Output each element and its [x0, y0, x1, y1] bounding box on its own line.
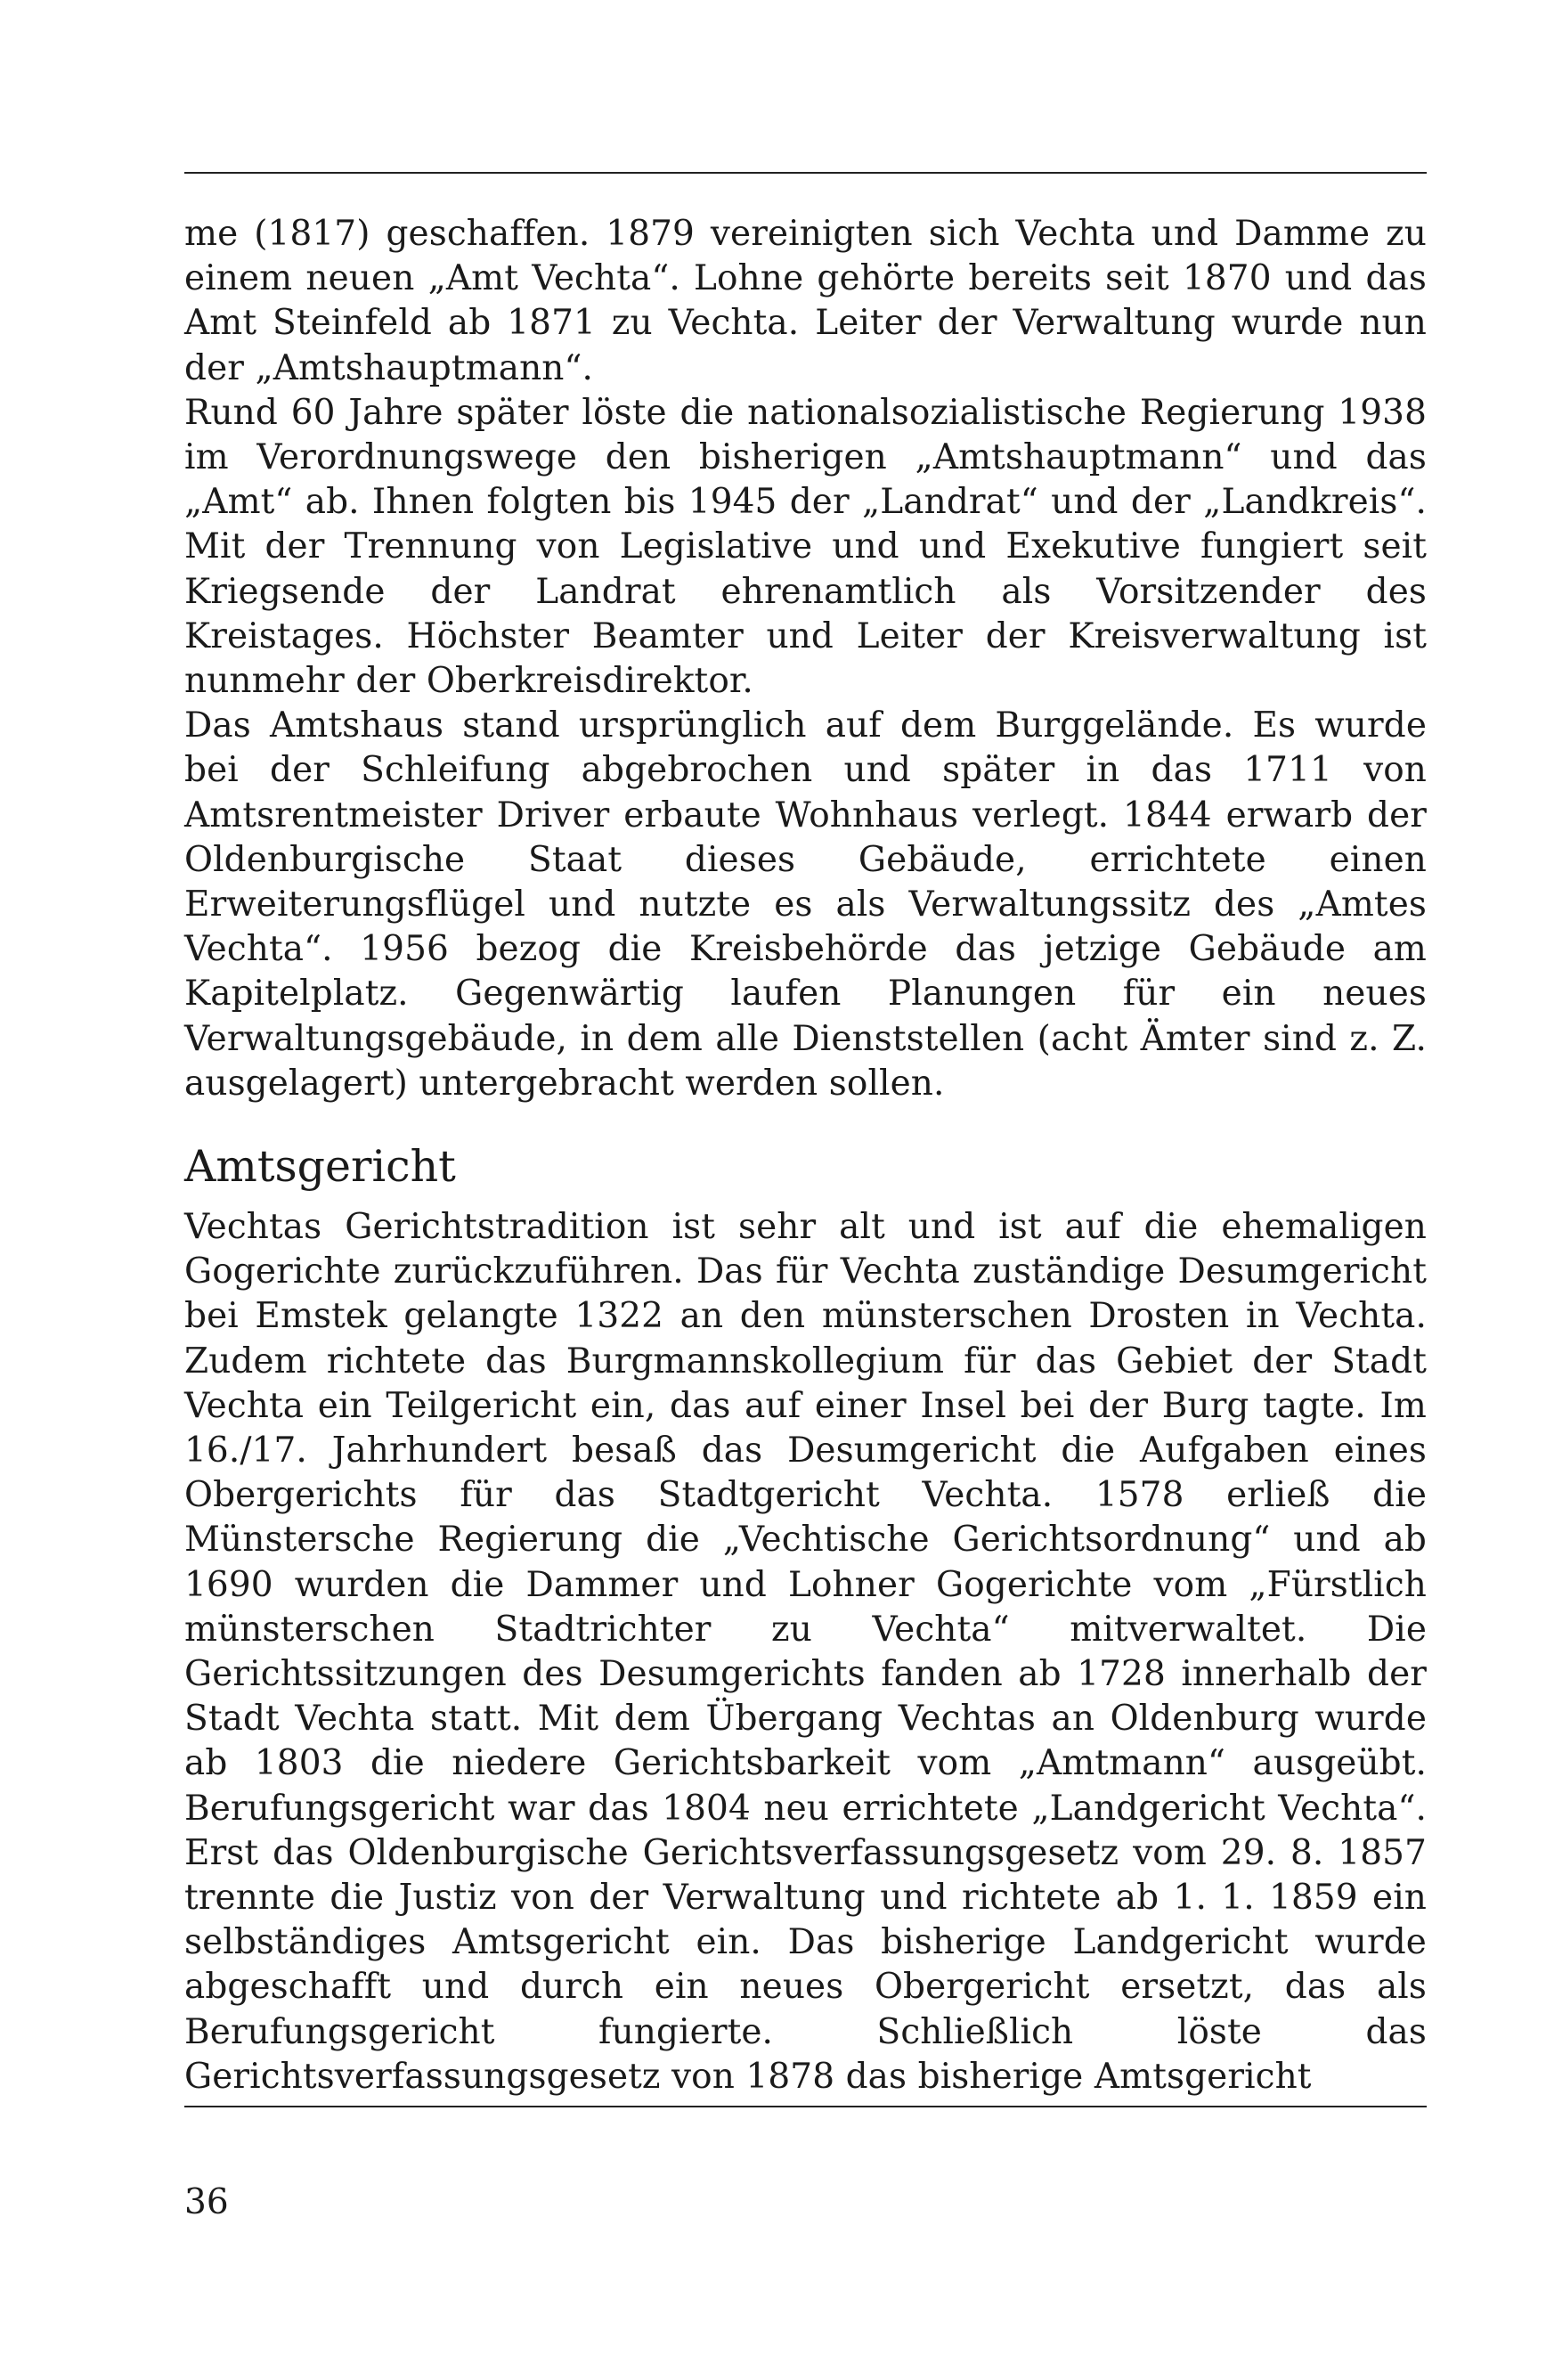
paragraph: Das Amtshaus stand ursprünglich auf dem Burggelände. Es wurde bei der Schleifung abgebrochen und später in das 1711 von Amtsrentmeister Driver erbaute Wohnhaus verlegt. 1844 erwarb der Oldenburgische Staat dieses Gebäude, errichtete einen Erweiterungsflügel und nutzte es als Verwaltungssitz des „Amtes Vechta“. 1956 bezog die Kreisbehörde das jetzige Gebäude am Kapitelplatz. Gegenwärtig laufen Planungen für ein neues Verwaltungsgebäude, in dem alle Dienststellen (acht Ämter sind z. Z. ausgelagert) untergebracht werden sollen.	[184, 705, 1427, 1104]
body-text-lower	[184, 1205, 1427, 2099]
bottom-rule	[184, 2106, 1427, 2107]
top-rule	[184, 172, 1427, 174]
paragraph: Vechtas Gerichtstradition ist sehr alt und ist auf die ehemaligen Gogerichte zurückzuführen. Das für Vechta zuständige Desumgericht bei Emstek gelangte 1322 an den münsterschen Drosten in Vechta. Zudem richtete das Burgmannskollegium für das Gebiet der Stadt Vechta ein Teilgericht ein, das auf einer Insel bei der Burg tagte. Im 16./17. Jahrhundert besaß das Desumgericht die Aufgaben eines Obergerichts für das Stadtgericht Vechta. 1578 erließ die Münstersche Regierung die „Vechtische Gerichtsordnung“ und ab 1690 wurden die Dammer und Lohner Gogerichte vom „Fürstlich münsterschen Stadtrichter zu Vechta“ mitverwaltet. Die Gerichtssitzungen des Desumgerichts fanden ab 1728 innerhalb der Stadt Vechta statt. Mit dem Übergang Vechtas an Oldenburg wurde ab 1803 die niedere Gerichtsbarkeit vom „Amtmann“ ausgeübt. Berufungsgericht war das 1804 neu errichtete „Landgericht Vechta“. Erst das Oldenburgische Gerichtsverfassungsgesetz vom 29. 8. 1857 trennte die Justiz von der Verwaltung und richtete ab 1. 1. 1859 ein selbständiges Amtsgericht ein. Das bisherige Landgericht wurde abgeschafft und durch ein neues Obergericht ersetzt, das als Berufungsgericht fungierte. Schließlich löste das Gerichtsverfassungsgesetz von 1878 das bisherige Amtsgericht	[184, 1207, 1427, 2097]
paragraph: me (1817) geschaffen. 1879 vereinigten sich Vechta und Damme zu einem neuen „Amt Vechta“. Lohne gehörte bereits seit 1870 und das Amt Steinfeld ab 1871 zu Vechta. Leiter der Verwaltung wurde nun der „Amtshauptmann“.	[184, 214, 1427, 388]
paragraph: Rund 60 Jahre später löste die nationalsozialistische Regierung 1938 im Verordnungswege den bisherigen „Amtshauptmann“ und das „Amt“ ab. Ihnen folgten bis 1945 der „Landrat“ und der „Landkreis“. Mit der Trennung von Legislative und und Exekutive fungiert seit Kriegsende der Landrat ehrenamtlich als Vorsitzender des Kreistages. Höchster Beamter und Leiter der Kreisverwaltung ist nunmehr der Oberkreisdirektor.	[184, 392, 1427, 702]
page-number: 36	[184, 2182, 229, 2222]
body-text-upper	[184, 212, 1427, 1106]
section-heading: Amtsgericht	[184, 1141, 456, 1192]
